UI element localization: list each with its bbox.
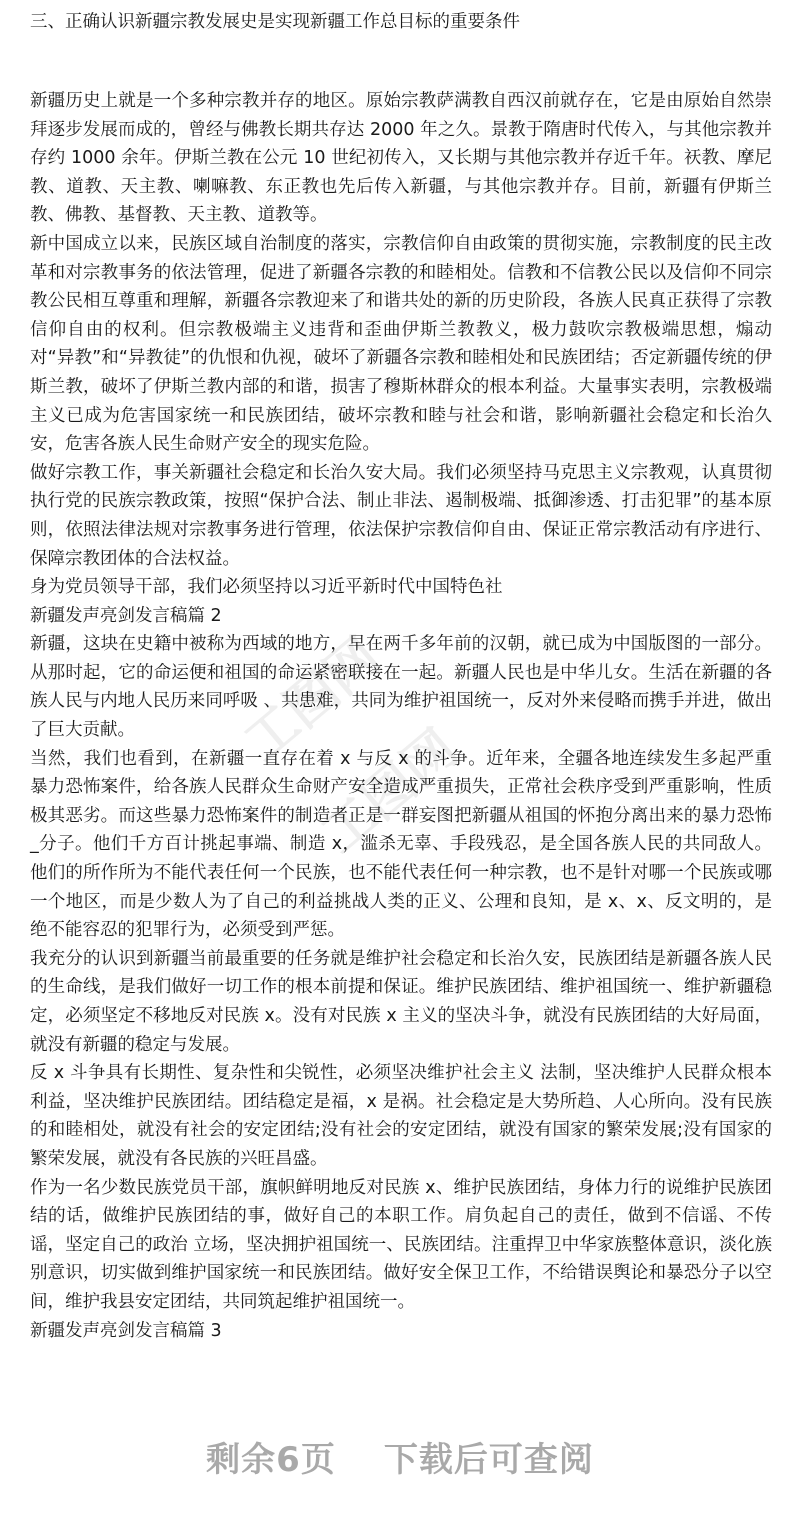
remaining-pages-label[interactable]: 剩余6页 [206,1439,336,1480]
section-title-part-3: 新疆发声亮剑发言稿篇 3 [30,1320,222,1341]
download-to-read-link[interactable]: 下载后可查阅 [383,1439,594,1480]
document-body [30,87,772,1345]
paragraph: 做好宗教工作，事关新疆社会稳定和长治久安大局。我们必须坚持马克思主义宗教观，认真贯彻执行党的民族宗教政策，按照“保护合法、制止非法、遏制极端、抵御渗透、打击犯罪”的基本原则，依照法律法规对宗教事务进行管理，依法保护宗教信仰自由、保证正常宗教活动有序进行、保障宗教团体的合法权益。 [30,462,772,569]
watermark-text: 工图网 [233,626,392,774]
section-heading: 三、正确认识新疆宗教发展史是实现新疆工作总目标的重要条件 [30,12,520,32]
watermark-text: 工图网 [310,718,469,865]
paragraph: 身为党员领导干部，我们必须坚持以习近平新时代中国特色社 [30,577,503,598]
paragraph: 新中国成立以来，民族区域自治制度的落实，宗教信仰自由政策的贯彻实施，宗教制度的民主改革和对宗教事务的依法管理，促进了新疆各宗教的和睦相处。信教和不信教公民以及信仰不同宗教公民相互尊重和理解，新疆各宗教迎来了和谐共处的新的历史阶段，各族人民真正获得了宗教信仰自由的权利。但宗教极端主义违背和歪曲伊斯兰教教义，极力鼓吹宗教极端思想，煽动对“异教”和“异教徒”的仇恨和仇视，破坏了新疆各宗教和睦相处和民族团结；否定新疆传统的伊斯兰教，破坏了伊斯兰教内部的和谐，损害了穆斯林群众的根本利益。大量事实表明，宗教极端主义已成为危害国家统一和民族团结，破坏宗教和睦与社会和谐，影响新疆社会稳定和长治久安，危害各族人民生命财产安全的现实危险。 [30,233,772,455]
paragraph: 作为一名少数民族党员干部，旗帜鲜明地反对民族 x、维护民族团结，身体力行的说维护民族团结的话，做维护民族团结的事，做好自己的本职工作。肩负起自己的责任，做到不信谣、不传谣，坚定自己的政治 立场，坚决拥护祖国统一、民族团结。注重捍卫中华家族整体意识，淡化族别意识，切实做到维护国家统一和民族团结。做好安全保卫工作，不给错误舆论和暴恐分子以空间，维护我县安定团结，共同筑起维护祖国统一。 [30,1177,772,1312]
download-prompt[interactable] [0,1420,800,1492]
paragraph: 新疆，这块在史籍中被称为西域的地方，早在两千多年前的汉朝，就已成为中国版图的一部分。从那时起，它的命运便和祖国的命运紧密联接在一起。新疆人民也是中华儿女。生活在新疆的各族人民与内地人民历来同呼吸 、共患难，共同为维护祖国统一，反对外来侵略而携手并进，做出了巨大贡献。 [30,634,772,741]
paragraph: 反 x 斗争具有长期性、复杂性和尖锐性，必须坚决维护社会主义 法制，坚决维护人民群众根本利益，坚决维护民族团结。团结稳定是福，x 是祸。社会稳定是大势所趋、人心所向。没有民族的和睦相处，就没有社会的安定团结;没有社会的安定团结，就没有国家的繁荣发展;没有国家的繁荣发展，就没有各民族的兴旺昌盛。 [30,1063,772,1169]
section-title-part-2: 新疆发声亮剑发言稿篇 2 [30,605,222,626]
paragraph: 新疆历史上就是一个多种宗教并存的地区。原始宗教萨满教自西汉前就存在，它是由原始自然崇拜逐步发展而成的，曾经与佛教长期共存达 2000 年之久。景教于隋唐时代传入，与其他宗教并存约 1000 余年。伊斯兰教在公元 10 世纪初传入，又长期与其他宗教并存近千年。祆教、摩尼教、道教、天主教、喇嘛教、东正教也先后传入新疆，与其他宗教并存。目前，新疆有伊斯兰教、佛教、基督教、天主教、道教等。 [30,91,772,226]
paragraph: 我充分的认识到新疆当前最重要的任务就是维护社会稳定和长治久安，民族团结是新疆各族人民的生命线，是我们做好一切工作的根本前提和保证。维护民族团结、维护祖国统一、维护新疆稳定，必须坚定不移地反对民族 x。没有对民族 x 主义的坚决斗争，就没有民族团结的大好局面，就没有新疆的稳定与发展。 [30,948,772,1055]
paragraph: 当然，我们也看到，在新疆一直存在着 x 与反 x 的斗争。近年来，全疆各地连续发生多起严重暴力恐怖案件，给各族人民群众生命财产安全造成严重损失，正常社会秩序受到严重影响，性质极其恶劣。而这些暴力恐怖案件的制造者正是一群妄图把新疆从祖国的怀抱分离出来的暴力恐怖_分子。他们千方百计挑起事端、制造 x，滥杀无辜、手段残忍，是全国各族人民的共同敌人。他们的所作所为不能代表任何一个民族，也不能代表任何一种宗教，也不是针对哪一个民族或哪一个地区，而是少数人为了自己的利益挑战人类的正义、公理和良知，是 x、x、反文明的，是绝不能容忍的犯罪行为，必须受到严惩。 [30,748,772,941]
